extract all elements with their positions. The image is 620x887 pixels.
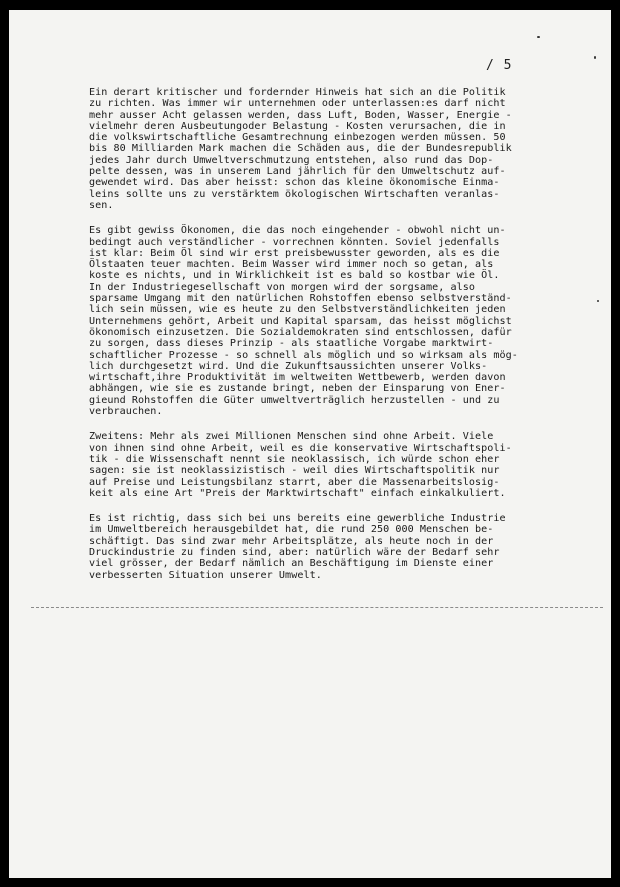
text-line: zu richten. Was immer wir unternehmen oder unterlassen:es darf nicht	[89, 98, 506, 110]
text-line: Es gibt gewiss Ökonomen, die das noch eingehender - obwohl nicht un-	[89, 225, 506, 237]
text-line: leins sollte uns zu verstärktem ökologischen Wirtschaften veranlas-	[89, 188, 500, 200]
text-line: Ölstaaten teuer machten. Beim Wasser wird immer noch so getan, als	[89, 259, 494, 271]
text-line: die volkswirtschaftliche Gesamtrechnung einbezogen werden müssen. 50	[89, 132, 506, 144]
text-line: In der Industriegesellschaft von morgen wird der sorgsame, also	[89, 281, 475, 293]
text-line: im Umweltbereich herausgebildet hat, die rund 250 000 Menschen be-	[89, 524, 494, 536]
text-line: verbrauchen.	[89, 406, 163, 418]
text-line: sagen: sie ist neoklassizistisch - weil dies Wirtschaftspolitik nur	[89, 465, 500, 477]
text-line: abhängen, wie sie es zustande bringt, neben der Einsparung von Ener-	[89, 383, 506, 395]
paragraph-4	[89, 513, 579, 581]
text-line: Druckindustrie zu finden sind, aber: natürlich wäre der Bedarf sehr	[89, 546, 500, 558]
paragraph-2	[89, 225, 579, 417]
page-number: / 5	[486, 58, 513, 73]
text-line: lich durchgesetzt wird. Und die Zukunftsaussichten unserer Volks-	[89, 360, 488, 372]
scan-speck	[537, 36, 540, 38]
text-line: lich sein müssen, wie es heute zu den Selbstverständlichkeiten jeden	[89, 304, 506, 316]
body-text	[89, 87, 579, 595]
text-line: vielmehr deren Ausbeutungoder Belastung - Kosten verursachen, die in	[89, 120, 506, 132]
page-divider	[31, 607, 603, 608]
text-line: ökonomisch einzusetzen. Die Sozialdemokraten sind entschlossen, dafür	[89, 326, 512, 338]
paragraph-3	[89, 431, 579, 499]
text-line: sparsame Umgang mit den natürlichen Rohstoffen ebenso selbstverständ-	[89, 293, 512, 305]
text-line: von ihnen sind ohne Arbeit, weil es die konservative Wirtschaftspoli-	[89, 442, 512, 454]
text-line: keit als eine Art "Preis der Marktwirtschaft" einfach einkalkuliert.	[89, 487, 506, 499]
text-line: Ein derart kritischer und fordernder Hinweis hat sich an die Politik	[89, 87, 506, 98]
text-line: jedes Jahr durch Umweltverschmutzung entstehen, also rund das Dop-	[89, 154, 494, 166]
text-line: pelte dessen, was in unserem Land jährlich für den Umweltschutz auf-	[89, 166, 506, 178]
text-line: tik - die Wissenschaft nennt sie neoklassisch, ich würde schon eher	[89, 453, 500, 465]
scan-speck	[594, 56, 596, 59]
text-line: bis 80 Milliarden Mark machen die Schäden aus, die der Bundesrepublik	[89, 143, 512, 155]
paragraph-1	[89, 87, 579, 211]
text-line: verbesserten Situation unserer Umwelt.	[89, 569, 322, 581]
text-line: bedingt auch verständlicher - vorrechnen könnten. Soviel jedenfalls	[89, 236, 500, 248]
text-line: Es ist richtig, dass sich bei uns bereits eine gewerbliche Industrie	[89, 513, 506, 525]
document-page	[9, 10, 611, 878]
text-line: mehr ausser Acht gelassen werden, dass Luft, Boden, Wasser, Energie -	[89, 109, 512, 121]
text-line: sen.	[89, 199, 114, 211]
text-line: zu sorgen, dass dieses Prinzip - als staatliche Vorgabe marktwirt-	[89, 338, 494, 350]
text-line: koste es nichts, und in Wirklichkeit ist es bald so kostbar wie Öl.	[89, 270, 500, 282]
text-line: viel grösser, der Bedarf nämlich an Beschäftigung im Dienste einer	[89, 558, 494, 570]
text-line: gieund Rohstoffen die Güter umweltverträglich herzustellen - und zu	[89, 394, 500, 406]
text-line: Zweitens: Mehr als zwei Millionen Menschen sind ohne Arbeit. Viele	[89, 431, 494, 443]
scan-speck	[597, 300, 599, 302]
text-line: schaftlicher Prozesse - so schnell als möglich und so wirksam als mög-	[89, 349, 518, 361]
text-line: ist klar: Beim Öl sind wir erst preisbewusster geworden, als es die	[89, 247, 500, 259]
text-line: auf Preise und Leistungsbilanz starrt, aber die Massenarbeitslosig-	[89, 476, 500, 488]
text-line: wirtschaft,ihre Produktivität im weltweiten Wettbewerb, werden davon	[89, 372, 506, 384]
text-line: Unternehmens gehört, Arbeit und Kapital sparsam, das heisst möglichst	[89, 315, 512, 327]
text-line: schäftigt. Das sind zwar mehr Arbeitsplätze, als heute noch in der	[89, 535, 494, 547]
text-line: gewendet wird. Das aber heisst: schon das kleine ökonomische Einma-	[89, 177, 500, 189]
